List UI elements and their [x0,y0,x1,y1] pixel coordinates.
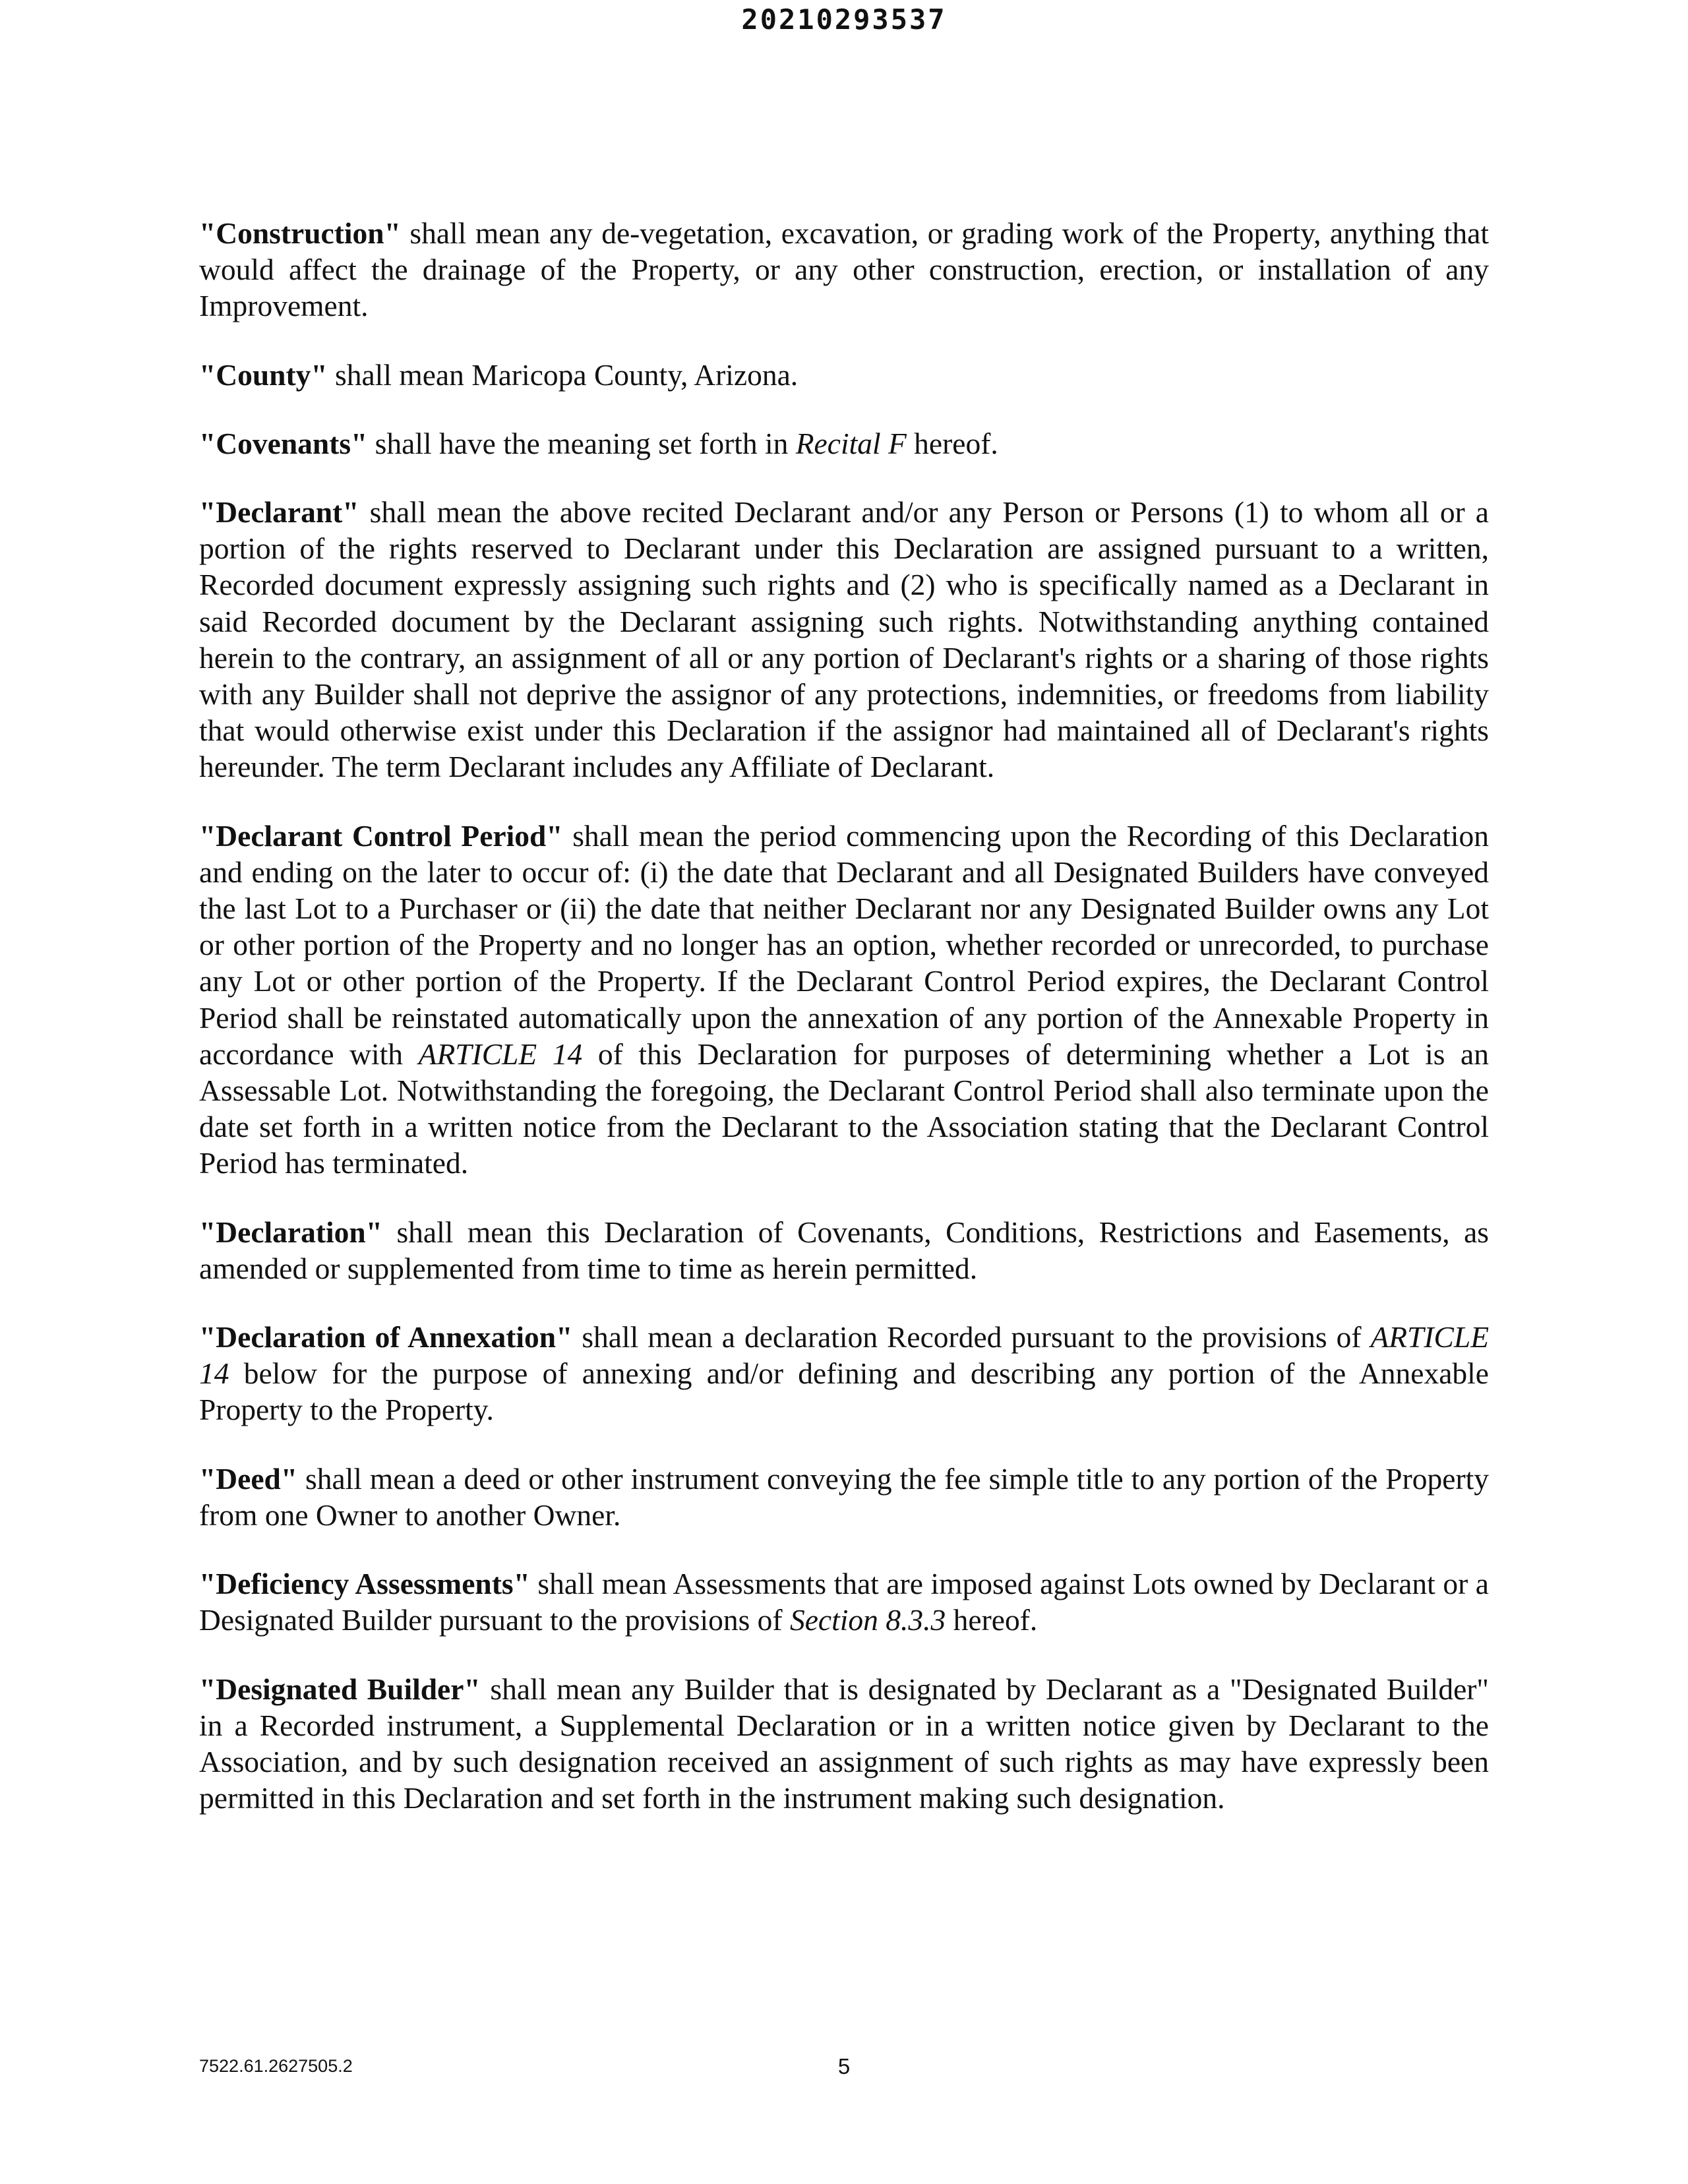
definition-declaration-of-annexation [199,1319,1489,1428]
definition-deed [199,1461,1489,1533]
definition-term: "Declaration" [199,1215,382,1249]
definition-text: shall mean any Builder that is designated by Declarant as a "Designated Builder" in a Recorded instrument, a Supplemental Declaration or in a written notice given by Declarant to the Association, and by such designation received an assignment of such rights as may have expressly been permitted in this Declaration and set forth in the instrument making such designation. [199,1672,1489,1815]
definition-declarant [199,494,1489,785]
definition-text: of this Declaration for purposes of determining whether a Lot is an Assessable Lot. Notwithstanding the foregoing, the Declarant Control Period shall also terminate upon the date set forth in a written notice from the Declarant to the Association stating that the Declarant Control Period has terminated. [199,1037,1489,1180]
definition-text: shall have the meaning set forth in [367,426,796,460]
definition-text: shall mean any de-vegetation, excavation, or grading work of the Property, anything that would affect the drainage of the Property, or any other construction, erection, or installation of any Improvement. [199,216,1489,323]
definition-county [199,357,1489,393]
definition-deficiency-assessments [199,1565,1489,1638]
definition-term: "Deed" [199,1461,298,1496]
definition-text: shall mean the above recited Declarant and/or any Person or Persons (1) to whom all or a portion of the rights reserved to Declarant under this Declaration are assigned pursuant to a written, Recorded document expressly assigning such rights and (2) who is specifically named as a Declarant in said Recorded document by the Declarant assigning such rights. Notwithstanding anything contained herein to the contrary, an assignment of all or any portion of Declarant's rights or a sharing of those rights with any Builder shall not deprive the assignor of any protections, indemnities, or freedoms from liability that would otherwise exist under this Declaration if the assignor had maintained all of Declarant's rights hereunder. The term Declarant includes any Affiliate of Declarant. [199,495,1489,784]
definition-term: "Designated Builder" [199,1672,481,1706]
cross-reference: ARTICLE 14 [418,1037,583,1071]
definition-text: shall mean a deed or other instrument conveying the fee simple title to any portion of the Property from one Owner to another Owner. [199,1461,1489,1532]
cross-reference: ARTICLE 14 [199,1320,1490,1391]
definition-term: "Construction" [199,216,401,250]
definition-text: shall mean this Declaration of Covenants, Conditions, Restrictions and Easements, as amended or supplemented from time to time as herein permitted. [199,1215,1489,1285]
definition-text: shall mean Assessments that are imposed against Lots owned by Declarant or a Designated Builder pursuant to the provisions of [199,1567,1489,1637]
definition-term: "Covenants" [199,426,368,460]
definition-text: hereof. [906,426,998,460]
definition-text: hereof. [946,1603,1038,1637]
definition-text: below for the purpose of annexing and/or defining and describing any portion of the Annexable Property to the Property. [199,1356,1489,1427]
definition-declaration [199,1214,1489,1287]
page-number: 5 [837,2054,851,2078]
definition-declarant-control-period [199,818,1489,1182]
definition-text: shall mean a declaration Recorded pursuant to the provisions of [572,1320,1371,1354]
definition-term: "Declarant" [199,495,359,530]
definition-text: shall mean Maricopa County, Arizona. [327,357,799,392]
definition-term: "Deficiency Assessments" [199,1567,530,1601]
definitions-body [199,215,1489,1848]
footer-document-id: 7522.61.2627505.2 [199,2056,353,2076]
definition-term: "County" [199,357,328,392]
cross-reference: Section 8.3.3 [789,1603,946,1637]
definition-construction [199,215,1489,324]
definition-text: shall mean the period commencing upon the Recording of this Declaration and ending on the later to occur of: (i) the date that Declarant and all Designated Builders have conveyed the last Lot to a Purchaser or (ii) the date that neither Declarant nor any Designated Builder owns any Lot or other portion of the Property and no longer has an option, whether recorded or unrecorded, to purchase any Lot or other portion of the Property. If the Declarant Control Period expires, the Declarant Control Period shall be reinstated automatically upon the annexation of any portion of the Annexable Property in accordance with [199,818,1489,1071]
definition-covenants [199,425,1489,462]
definition-term: "Declaration of Annexation" [199,1320,573,1354]
definition-term: "Declarant Control Period" [199,818,563,853]
recording-number: 20210293537 [741,3,947,36]
cross-reference: Recital F [795,426,907,460]
definition-designated-builder [199,1671,1489,1817]
